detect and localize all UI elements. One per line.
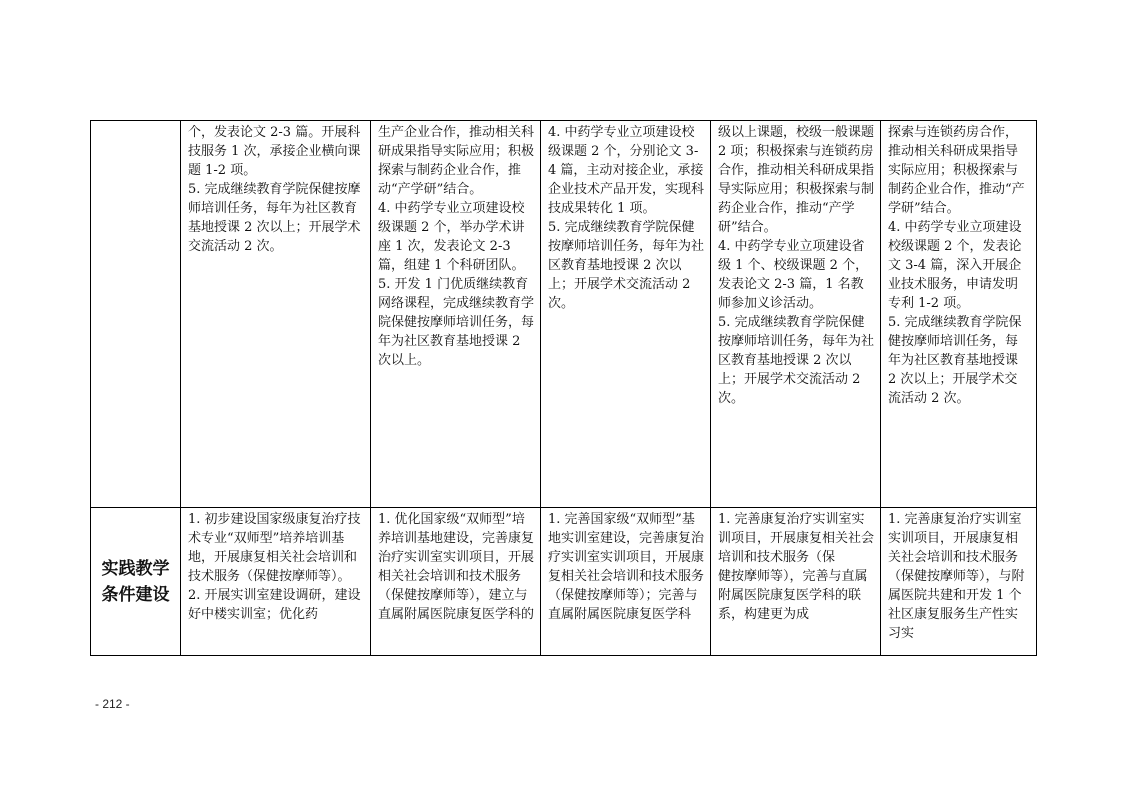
row-category — [91, 121, 181, 508]
content-table — [90, 120, 1037, 656]
table-cell: 探索与连锁药房合作，推动相关科研成果指导实际应用；积极探索与制药企业合作，推动“产学研”结合。 4. 中药学专业立项建设校级课题 2 个，发表论文 3-4 篇，深入开展企业技术服务，申请发明专利 1-2 项。 5. 完成继续教育学院保健按摩师培训任务，每年为社区教育基地授课 2 次以上；开展学术交流活动 2 次。 — [881, 121, 1037, 508]
table-cell: 1. 初步建设国家级康复治疗技术专业“双师型”培养培训基地，开展康复相关社会培训和技术服务（保健按摩师等）。 2. 开展实训室建设调研，建设好中楼实训室；优化药 — [181, 508, 371, 656]
table-cell: 1. 完善康复治疗实训室实训项目，开展康复相关社会培训和技术服务（保健按摩师等），与附属医院共建和开发 1 个社区康复服务生产性实习实 — [881, 508, 1037, 656]
table-cell: 1. 优化国家级“双师型”培养培训基地建设，完善康复治疗实训室实训项目，开展相关社会培训和技术服务（保健按摩师等），建立与直属附属医院康复医学科的 — [371, 508, 541, 656]
table-cell: 4. 中药学专业立项建设校级课题 2 个，分别论文 3-4 篇，主动对接企业，承接企业技术产品开发，实现科技成果转化 1 项。 5. 完成继续教育学院保健按摩师培训任务，每年为社区教育基地授课 2 次以上；开展学术交流活动 2 次。 — [541, 121, 711, 508]
table-row — [91, 508, 1037, 656]
table-cell: 级以上课题，校级一般课题 2 项；积极探索与连锁药房合作，推动相关科研成果指导实际应用；积极探索与制药企业合作，推动“产学研”结合。 4. 中药学专业立项建设省级 1 个、校级课题 2 个，发表论文 2-3 篇，1 名教师参加义诊活动。 5. 完成继续教育学院保健按摩师培训任务，每年为社区教育基地授课 2 次以上；开展学术交流活动 2 次。 — [711, 121, 881, 508]
table-cell: 个，发表论文 2-3 篇。开展科技服务 1 次，承接企业横向课题 1-2 项。 5. 完成继续教育学院保健按摩师培训任务，每年为社区教育基地授课 2 次以上；开展学术交流活动 2 次。 — [181, 121, 371, 508]
table-cell: 1. 完善国家级“双师型”基地实训室建设，完善康复治疗实训室实训项目，开展康复相关社会培训和技术服务（保健按摩师等）；完善与直属附属医院康复医学科 — [541, 508, 711, 656]
table-cell: 生产企业合作，推动相关科研成果指导实际应用；积极探索与制药企业合作，推动“产学研”结合。 4. 中药学专业立项建设校级课题 2 个，举办学术讲座 1 次，发表论文 2-3 篇，组建 1 个科研团队。 5. 开发 1 门优质继续教育网络课程，完成继续教育学院保健按摩师培训任务，每年为社区教育基地授课 2 次以上。 — [371, 121, 541, 508]
table-row — [91, 121, 1037, 508]
table-cell: 1. 完善康复治疗实训室实训项目，开展康复相关社会培训和技术服务（保 健按摩师等），完善与直属附属医院康复医学科的联系，构建更为成 — [711, 508, 881, 656]
row-category: 实践教学 条件建设 — [91, 508, 181, 656]
page-number: - 212 - — [95, 697, 130, 711]
